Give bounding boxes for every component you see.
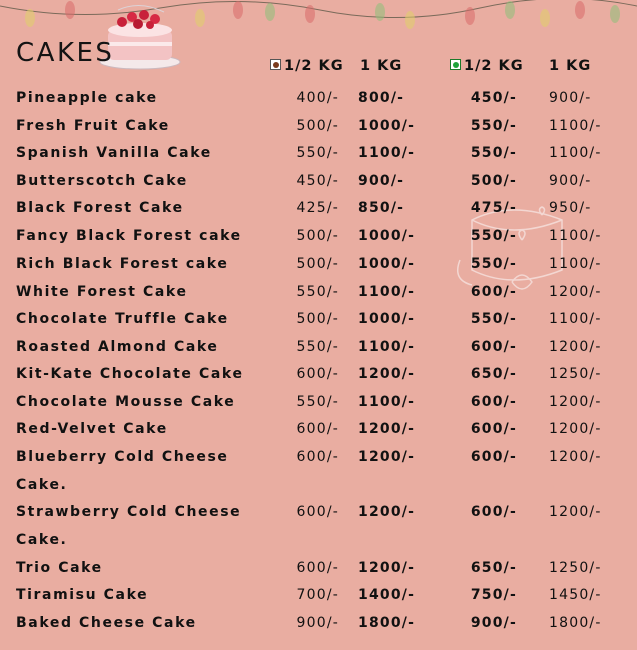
- table-row: [0, 200, 637, 222]
- price-one-kg-nonveg: 1000/-: [358, 256, 416, 272]
- cake-name: Chocolate Truffle Cake: [16, 311, 229, 327]
- price-one-kg-veg: 1450/-: [549, 587, 602, 603]
- table-row: [0, 90, 637, 112]
- price-one-kg-nonveg: 850/-: [358, 200, 405, 216]
- cake-name: Fresh Fruit Cake: [16, 118, 170, 134]
- header-half-kg-nonveg: [270, 58, 344, 74]
- price-half-kg-veg: 600/-: [470, 449, 517, 465]
- price-one-kg-nonveg: 1200/-: [358, 421, 416, 437]
- price-one-kg-veg: 1100/-: [549, 145, 602, 161]
- table-row: [0, 228, 637, 250]
- header-one-kg-veg: 1 KG: [549, 58, 592, 74]
- cake-name: Black Forest Cake: [16, 200, 184, 216]
- table-row: [0, 449, 637, 493]
- price-half-kg-nonveg: 550/-: [296, 145, 339, 161]
- price-half-kg-nonveg: 400/-: [296, 90, 339, 106]
- table-row: [0, 311, 637, 333]
- price-one-kg-nonveg: 1000/-: [358, 118, 416, 134]
- price-half-kg-veg: 550/-: [470, 256, 517, 272]
- cake-name: Baked Cheese Cake: [16, 615, 197, 631]
- price-one-kg-nonveg: 1200/-: [358, 366, 416, 382]
- page-title: CAKES: [16, 38, 115, 68]
- price-one-kg-veg: 1250/-: [549, 366, 602, 382]
- price-half-kg-nonveg: 600/-: [296, 366, 339, 382]
- price-half-kg-veg: 450/-: [470, 90, 517, 106]
- price-one-kg-nonveg: 1100/-: [358, 339, 416, 355]
- price-half-kg-veg: 550/-: [470, 145, 517, 161]
- price-one-kg-nonveg: 1100/-: [358, 145, 416, 161]
- price-one-kg-veg: 950/-: [549, 200, 592, 216]
- cake-name: Fancy Black Forest cake: [16, 228, 242, 244]
- price-half-kg-veg: 600/-: [470, 421, 517, 437]
- price-half-kg-veg: 650/-: [470, 560, 517, 576]
- cake-name: Rich Black Forest cake: [16, 256, 229, 272]
- price-one-kg-veg: 1100/-: [549, 118, 602, 134]
- cake-name: White Forest Cake: [16, 284, 188, 300]
- price-one-kg-nonveg: 1200/-: [358, 449, 416, 465]
- price-one-kg-veg: 900/-: [549, 173, 592, 189]
- price-half-kg-veg: 650/-: [470, 366, 517, 382]
- price-half-kg-veg: 750/-: [470, 587, 517, 603]
- price-half-kg-veg: 900/-: [470, 615, 517, 631]
- table-row: [0, 173, 637, 195]
- table-row: [0, 256, 637, 278]
- price-half-kg-veg: 500/-: [470, 173, 517, 189]
- price-one-kg-veg: 900/-: [549, 90, 592, 106]
- price-one-kg-nonveg: 1400/-: [358, 587, 416, 603]
- cake-name: Chocolate Mousse Cake: [16, 394, 236, 410]
- cake-name: Butterscotch Cake: [16, 173, 188, 189]
- table-row: [0, 394, 637, 416]
- price-half-kg-nonveg: 450/-: [296, 173, 339, 189]
- price-half-kg-veg: 600/-: [470, 394, 517, 410]
- price-half-kg-veg: 600/-: [470, 339, 517, 355]
- table-row: [0, 504, 637, 548]
- price-one-kg-nonveg: 1200/-: [358, 504, 416, 520]
- price-half-kg-veg: 600/-: [470, 284, 517, 300]
- table-row: [0, 421, 637, 443]
- price-half-kg-nonveg: 500/-: [296, 118, 339, 134]
- table-row: [0, 366, 637, 388]
- price-one-kg-veg: 1200/-: [549, 394, 602, 410]
- header-one-kg-nonveg: 1 KG: [360, 58, 403, 74]
- price-half-kg-nonveg: 600/-: [296, 560, 339, 576]
- string-lights-icon: [0, 0, 637, 40]
- price-half-kg-nonveg: 500/-: [296, 228, 339, 244]
- price-half-kg-veg: 475/-: [470, 200, 517, 216]
- price-one-kg-nonveg: 1000/-: [358, 311, 416, 327]
- price-half-kg-nonveg: 550/-: [296, 394, 339, 410]
- price-half-kg-nonveg: 900/-: [296, 615, 339, 631]
- price-half-kg-nonveg: 500/-: [296, 311, 339, 327]
- price-half-kg-nonveg: 600/-: [296, 421, 339, 437]
- cake-name: Strawberry Cold Cheese: [16, 504, 242, 520]
- table-row: [0, 339, 637, 361]
- cake-name: Blueberry Cold Cheese: [16, 449, 229, 465]
- cake-name: Red-Velvet Cake: [16, 421, 168, 437]
- price-one-kg-veg: 1250/-: [549, 560, 602, 576]
- price-half-kg-nonveg: 500/-: [296, 256, 339, 272]
- cake-name: Roasted Almond Cake: [16, 339, 219, 355]
- price-one-kg-nonveg: 800/-: [358, 90, 405, 106]
- price-half-kg-nonveg: 550/-: [296, 339, 339, 355]
- table-row: [0, 284, 637, 306]
- price-half-kg-nonveg: 600/-: [296, 504, 339, 520]
- price-half-kg-nonveg: 700/-: [296, 587, 339, 603]
- cake-name: Spanish Vanilla Cake: [16, 145, 212, 161]
- price-one-kg-veg: 1200/-: [549, 421, 602, 437]
- price-one-kg-veg: 1100/-: [549, 256, 602, 272]
- table-row: [0, 118, 637, 140]
- price-half-kg-veg: 550/-: [470, 311, 517, 327]
- price-one-kg-nonveg: 900/-: [358, 173, 405, 189]
- cake-name: Pineapple cake: [16, 90, 158, 106]
- price-one-kg-veg: 1100/-: [549, 311, 602, 327]
- price-half-kg-nonveg: 550/-: [296, 284, 339, 300]
- price-one-kg-veg: 1100/-: [549, 228, 602, 244]
- price-half-kg-nonveg: 600/-: [296, 449, 339, 465]
- table-row: [0, 145, 637, 167]
- nonveg-marker-icon: [270, 59, 281, 70]
- cake-name: Trio Cake: [16, 560, 103, 576]
- price-one-kg-veg: 1200/-: [549, 339, 602, 355]
- table-row: [0, 560, 637, 582]
- price-one-kg-nonveg: 1800/-: [358, 615, 416, 631]
- cake-name: Tiramisu Cake: [16, 587, 149, 603]
- cake-name: Cake.: [16, 477, 68, 493]
- price-one-kg-nonveg: 1000/-: [358, 228, 416, 244]
- price-one-kg-veg: 1800/-: [549, 615, 602, 631]
- table-row: [0, 615, 637, 637]
- price-half-kg-veg: 550/-: [470, 228, 517, 244]
- price-half-kg-veg: 600/-: [470, 504, 517, 520]
- veg-marker-icon: [450, 59, 461, 70]
- price-half-kg-nonveg: 425/-: [296, 200, 339, 216]
- header-label: 1/2 KG: [464, 58, 524, 74]
- price-one-kg-nonveg: 1200/-: [358, 560, 416, 576]
- header-label: 1/2 KG: [284, 58, 344, 74]
- price-one-kg-veg: 1200/-: [549, 504, 602, 520]
- price-one-kg-nonveg: 1100/-: [358, 394, 416, 410]
- price-one-kg-veg: 1200/-: [549, 284, 602, 300]
- table-row: [0, 587, 637, 609]
- price-half-kg-veg: 550/-: [470, 118, 517, 134]
- price-one-kg-nonveg: 1100/-: [358, 284, 416, 300]
- cake-name: Kit-Kate Chocolate Cake: [16, 366, 244, 382]
- cake-name: Cake.: [16, 532, 68, 548]
- price-one-kg-veg: 1200/-: [549, 449, 602, 465]
- header-half-kg-veg: [450, 58, 524, 74]
